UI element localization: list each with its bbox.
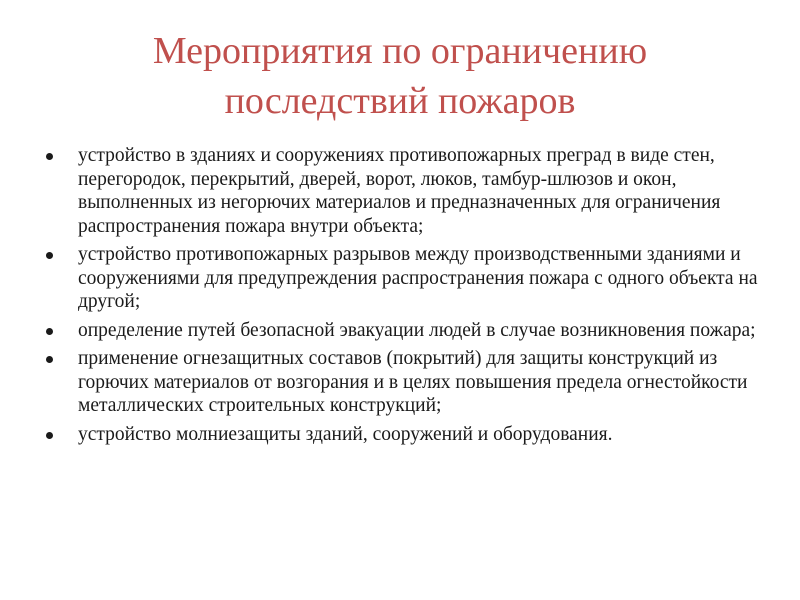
slide-title (40, 26, 760, 126)
bullet-item-3 (46, 319, 766, 343)
bullet-dot-icon (46, 153, 53, 160)
bullet-dot-icon (46, 356, 53, 363)
bullet-text: определение путей безопасной эвакуации людей в случае возникновения пожара; (78, 319, 756, 341)
bullet-dot-icon (46, 328, 53, 335)
bullet-item-5 (46, 423, 766, 447)
bullet-dot-icon (46, 252, 53, 259)
bullet-text: устройство в зданиях и сооружениях противопожарных преград в виде стен, перегородок, перекрытий, дверей, ворот, люков, тамбур-шлюзов и окон, выполненных из негорючих материалов и предназначенных для ограничения распространения пожара внутри объекта; (78, 145, 721, 237)
bullet-text: применение огнезащитных составов (покрытий) для защиты конструкций из горючих материалов от возгорания и в целях повышения предела огнестойкости металлических строительных конструкций; (78, 348, 748, 416)
bullet-text: устройство молниезащиты зданий, сооружений и оборудования. (78, 423, 613, 445)
bullet-list (46, 144, 766, 451)
bullet-dot-icon (46, 432, 53, 439)
slide-title-line-2: последствий пожаров (224, 80, 576, 122)
slide-title-line-1: Мероприятия по ограничению (152, 30, 648, 72)
bullet-item-4 (46, 347, 766, 418)
bullet-item-2 (46, 243, 766, 314)
bullet-item-1 (46, 144, 766, 238)
bullet-text: устройство противопожарных разрывов между производственными зданиями и сооружениями для предупреждения распространения пожара с одного объекта на другой; (78, 244, 758, 312)
